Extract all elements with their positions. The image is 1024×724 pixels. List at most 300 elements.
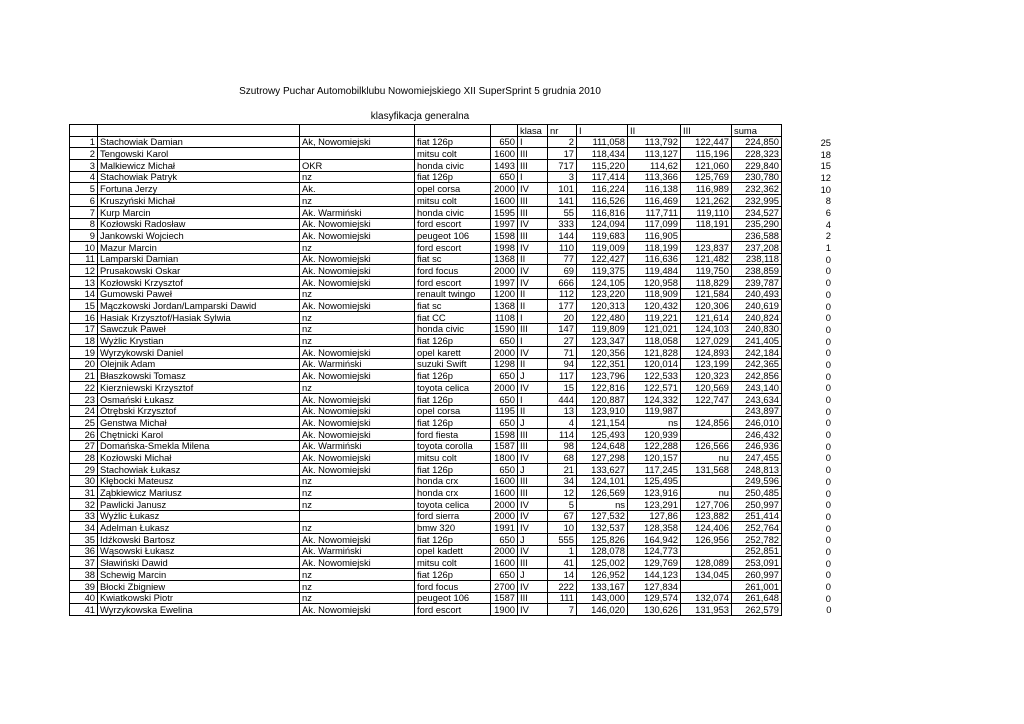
cell-start-number: 444 <box>548 393 577 405</box>
cell-start-number: 21 <box>548 463 577 475</box>
cell-capacity: 2700 <box>491 580 518 592</box>
cell-run-2: 120,014 <box>628 358 681 370</box>
cell-driver: Chętnicki Karol <box>98 428 300 440</box>
cell-car: toyota celica <box>415 382 491 394</box>
cell-car: ford sierra <box>415 510 491 522</box>
cell-run-1: 125,002 <box>577 557 628 569</box>
cell-run-1: 122,816 <box>577 382 628 394</box>
cell-run-1: 132,537 <box>577 522 628 534</box>
cell-car: toyota corolla <box>415 440 491 452</box>
cell-run-2: 119,484 <box>628 265 681 277</box>
cell-start-number: 14 <box>548 569 577 581</box>
cell-run-3: 127,706 <box>681 499 732 511</box>
cell-driver: Ząbkiewicz Mariusz <box>98 487 300 499</box>
cell-run-1: 121,154 <box>577 417 628 429</box>
cell-capacity: 2000 <box>491 265 518 277</box>
cell-run-2: 122,571 <box>628 382 681 394</box>
cell-run-3: 124,103 <box>681 323 732 335</box>
cell-position: 6 <box>70 195 98 207</box>
cell-club <box>300 510 415 522</box>
cell-run-3: 122,747 <box>681 393 732 405</box>
cell-start-number: 717 <box>548 160 577 172</box>
cell-points: 6 <box>825 207 831 218</box>
cell-car: mitsu colt <box>415 557 491 569</box>
cell-start-number: 13 <box>548 405 577 417</box>
cell-run-2: 113,792 <box>628 136 681 148</box>
cell-run-3: 120,306 <box>681 300 732 312</box>
cell-position: 17 <box>70 323 98 335</box>
cell-capacity: 1298 <box>491 358 518 370</box>
cell-driver: Olejnik Adam <box>98 358 300 370</box>
cell-club: Ak. Nowomiejski <box>300 300 415 312</box>
cell-driver: Lamparski Damian <box>98 253 300 265</box>
cell-class: I <box>518 335 548 347</box>
cell-start-number: 112 <box>548 288 577 300</box>
cell-run-1: 143,000 <box>577 592 628 604</box>
cell-run-2: 122,288 <box>628 440 681 452</box>
cell-car: renault twingo <box>415 288 491 300</box>
cell-run-2: 120,958 <box>628 276 681 288</box>
cell-run-3: 118,829 <box>681 276 732 288</box>
cell-club: Ak. Nowomiejski <box>300 417 415 429</box>
cell-capacity: 650 <box>491 463 518 475</box>
cell-run-3: 115,196 <box>681 148 732 160</box>
cell-total: 232,362 <box>732 183 782 195</box>
cell-run-2: 116,905 <box>628 230 681 242</box>
cell-run-2: 116,469 <box>628 195 681 207</box>
cell-points: 0 <box>825 253 831 265</box>
cell-run-2: 117,099 <box>628 218 681 230</box>
cell-car: fiat 126p <box>415 569 491 581</box>
cell-run-3: 119,750 <box>681 265 732 277</box>
table-row <box>70 393 832 405</box>
cell-points: 0 <box>825 358 831 370</box>
cell-capacity: 1200 <box>491 288 518 300</box>
cell-start-number: 666 <box>548 276 577 288</box>
cell-club: Ak. Nowomiejski <box>300 347 415 359</box>
cell-capacity: 1590 <box>491 323 518 335</box>
cell-car: fiat 126p <box>415 534 491 546</box>
cell-class: I <box>518 171 548 183</box>
cell-capacity: 1900 <box>491 604 518 616</box>
cell-points: 0 <box>825 300 831 312</box>
cell-points: 0 <box>825 382 831 394</box>
cell-total: 238,859 <box>732 265 782 277</box>
cell-driver: Stachowiak Damian <box>98 136 300 148</box>
cell-start-number: 69 <box>548 265 577 277</box>
cell-club: nz <box>300 499 415 511</box>
cell-car: opel karett <box>415 347 491 359</box>
results-table <box>69 124 832 616</box>
cell-run-1: 111,058 <box>577 136 628 148</box>
cell-driver: Wąsowski Łukasz <box>98 545 300 557</box>
cell-run-1: ns <box>577 499 628 511</box>
cell-car: suzuki Swift <box>415 358 491 370</box>
cell-driver: Kierzniewski Krzysztof <box>98 382 300 394</box>
table-row <box>70 300 832 312</box>
cell-start-number: 34 <box>548 475 577 487</box>
cell-position: 41 <box>70 604 98 616</box>
cell-class: III <box>518 230 548 242</box>
cell-driver: Błaszkowski Tomasz <box>98 370 300 382</box>
cell-car: honda civic <box>415 160 491 172</box>
cell-position: 31 <box>70 487 98 499</box>
cell-driver: Malkiewicz Michał <box>98 160 300 172</box>
cell-club: Ak. Nowomiejski <box>300 604 415 616</box>
cell-position: 18 <box>70 335 98 347</box>
cell-position: 3 <box>70 160 98 172</box>
cell-run-2: 121,021 <box>628 323 681 335</box>
cell-driver: Mazur Marcin <box>98 241 300 253</box>
cell-capacity: 2000 <box>491 510 518 522</box>
cell-start-number: 15 <box>548 382 577 394</box>
cell-start-number: 333 <box>548 218 577 230</box>
cell-run-3: 116,989 <box>681 183 732 195</box>
cell-capacity: 1997 <box>491 218 518 230</box>
cell-club: Ak. Nowomiejski <box>300 534 415 546</box>
cell-run-2: 127,86 <box>628 510 681 522</box>
cell-class: II <box>518 300 548 312</box>
cell-total: 262,579 <box>732 604 782 616</box>
document-subtitle: klasyfikacja generalna <box>370 111 470 122</box>
cell-points: 0 <box>825 429 831 441</box>
cell-run-1: 126,952 <box>577 569 628 581</box>
cell-run-1: 120,356 <box>577 347 628 359</box>
cell-run-3: 124,406 <box>681 522 732 534</box>
cell-car: honda civic <box>415 206 491 218</box>
cell-driver: Wyżlic Krystian <box>98 335 300 347</box>
cell-car: ford escort <box>415 604 491 616</box>
cell-total: 228,323 <box>732 148 782 160</box>
cell-start-number: 177 <box>548 300 577 312</box>
cell-car: mitsu colt <box>415 195 491 207</box>
cell-driver: Stachowiak Łukasz <box>98 463 300 475</box>
cell-run-3: 120,323 <box>681 370 732 382</box>
cell-points: 0 <box>825 405 831 417</box>
cell-club: Ak, Nowomiejski <box>300 136 415 148</box>
cell-capacity: 1598 <box>491 428 518 440</box>
cell-run-1: 115,220 <box>577 160 628 172</box>
cell-run-1: 124,105 <box>577 276 628 288</box>
cell-run-1: 125,826 <box>577 534 628 546</box>
cell-position: 21 <box>70 370 98 382</box>
cell-points: 0 <box>825 370 831 382</box>
cell-driver: Błocki Zbigniew <box>98 580 300 592</box>
cell-class: J <box>518 463 548 475</box>
cell-points: 12 <box>820 171 831 183</box>
cell-run-3 <box>681 475 732 487</box>
cell-run-3: 123,882 <box>681 510 732 522</box>
cell-capacity: 650 <box>491 136 518 148</box>
document-title: Szutrowy Puchar Automobilklubu Nowomiejskiego XII SuperSprint 5 grudnia 2010 <box>239 86 601 97</box>
cell-class: IV <box>518 452 548 464</box>
cell-total: 251,414 <box>732 510 782 522</box>
cell-points: 0 <box>825 592 831 604</box>
cell-driver: Domańska-Smekla Milena <box>98 440 300 452</box>
cell-run-1: 146,020 <box>577 604 628 616</box>
cell-total: 248,813 <box>732 463 782 475</box>
cell-run-3: 123,199 <box>681 358 732 370</box>
cell-total: 230,780 <box>732 171 782 183</box>
cell-run-2: 123,291 <box>628 499 681 511</box>
cell-run-3: nu <box>681 487 732 499</box>
cell-position: 28 <box>70 452 98 464</box>
table-row <box>70 148 832 160</box>
cell-club: nz <box>300 382 415 394</box>
table-row <box>70 417 832 429</box>
table-row <box>70 499 832 511</box>
cell-capacity: 1991 <box>491 522 518 534</box>
cell-position: 5 <box>70 183 98 195</box>
cell-run-2: 117,245 <box>628 463 681 475</box>
cell-total: 240,619 <box>732 300 782 312</box>
cell-run-2: 124,773 <box>628 545 681 557</box>
table-row <box>70 241 832 253</box>
cell-points: 4 <box>825 218 831 230</box>
cell-club: Ak. <box>300 183 415 195</box>
cell-run-2: 113,127 <box>628 148 681 160</box>
header-cell-points <box>782 125 832 137</box>
cell-start-number: 141 <box>548 195 577 207</box>
cell-points: 0 <box>825 277 831 289</box>
cell-run-2: 116,138 <box>628 183 681 195</box>
cell-club: nz <box>300 522 415 534</box>
cell-total: 261,648 <box>732 592 782 604</box>
cell-class: II <box>518 405 548 417</box>
cell-start-number: 147 <box>548 323 577 335</box>
cell-capacity: 1600 <box>491 487 518 499</box>
cell-points: 0 <box>825 452 831 464</box>
cell-run-2: 113,366 <box>628 171 681 183</box>
cell-total: 240,824 <box>732 312 782 324</box>
cell-club: Ak. Warmiński <box>300 545 415 557</box>
cell-class: IV <box>518 241 548 253</box>
cell-capacity: 650 <box>491 393 518 405</box>
cell-total: 243,634 <box>732 393 782 405</box>
cell-capacity: 1493 <box>491 160 518 172</box>
cell-run-3: 122,447 <box>681 136 732 148</box>
table-row <box>70 475 832 487</box>
cell-club: nz <box>300 475 415 487</box>
table-row <box>70 136 832 148</box>
cell-class: IV <box>518 580 548 592</box>
cell-capacity: 1368 <box>491 253 518 265</box>
table-row <box>70 195 832 207</box>
cell-class: III <box>518 440 548 452</box>
cell-run-1: 124,101 <box>577 475 628 487</box>
header-cell-total: suma <box>732 125 782 137</box>
table-row <box>70 569 832 581</box>
cell-run-3: 121,614 <box>681 312 732 324</box>
cell-car: fiat sc <box>415 300 491 312</box>
cell-run-3: 123,837 <box>681 241 732 253</box>
table-row <box>70 335 832 347</box>
cell-capacity: 650 <box>491 370 518 382</box>
cell-start-number: 94 <box>548 358 577 370</box>
header-cell-run-3: III <box>681 125 732 137</box>
cell-position: 10 <box>70 241 98 253</box>
cell-run-3: 118,191 <box>681 218 732 230</box>
cell-points: 0 <box>825 323 831 335</box>
table-row <box>70 405 832 417</box>
cell-total: 235,290 <box>732 218 782 230</box>
cell-car: fiat 126p <box>415 393 491 405</box>
cell-capacity: 2000 <box>491 382 518 394</box>
cell-car: fiat 126p <box>415 417 491 429</box>
cell-start-number: 114 <box>548 428 577 440</box>
cell-capacity: 650 <box>491 569 518 581</box>
cell-run-1: 116,526 <box>577 195 628 207</box>
cell-run-2: 124,332 <box>628 393 681 405</box>
cell-driver: Kruszyński Michał <box>98 195 300 207</box>
cell-capacity: 1600 <box>491 475 518 487</box>
cell-position: 2 <box>70 148 98 160</box>
cell-run-3: 131,953 <box>681 604 732 616</box>
cell-run-3 <box>681 230 732 242</box>
header-cell-run-1: I <box>577 125 628 137</box>
cell-points: 0 <box>825 569 831 581</box>
cell-driver: Kozłowski Michał <box>98 452 300 464</box>
cell-run-1: 133,167 <box>577 580 628 592</box>
cell-class: IV <box>518 218 548 230</box>
cell-run-1: 120,887 <box>577 393 628 405</box>
cell-run-2: 119,987 <box>628 405 681 417</box>
cell-start-number: 110 <box>548 241 577 253</box>
cell-run-3: 131,568 <box>681 463 732 475</box>
cell-total: 260,997 <box>732 569 782 581</box>
cell-club: Ak. Nowomiejski <box>300 253 415 265</box>
table-row <box>70 452 832 464</box>
table-row <box>70 580 832 592</box>
cell-run-2: 116,636 <box>628 253 681 265</box>
cell-driver: Sawczuk Paweł <box>98 323 300 335</box>
cell-position: 19 <box>70 347 98 359</box>
cell-class: I <box>518 312 548 324</box>
cell-points: 0 <box>825 475 831 487</box>
cell-capacity: 1997 <box>491 276 518 288</box>
cell-points: 2 <box>825 230 831 242</box>
table-row <box>70 510 832 522</box>
cell-class: I <box>518 136 548 148</box>
cell-capacity: 1595 <box>491 206 518 218</box>
cell-position: 34 <box>70 522 98 534</box>
cell-start-number: 7 <box>548 604 577 616</box>
cell-driver: Prusakowski Oskar <box>98 265 300 277</box>
cell-start-number: 117 <box>548 370 577 382</box>
cell-position: 30 <box>70 475 98 487</box>
cell-car: fiat CC <box>415 312 491 324</box>
cell-club: Ak. Warmiński <box>300 358 415 370</box>
table-row <box>70 545 832 557</box>
cell-position: 39 <box>70 580 98 592</box>
table-row <box>70 230 832 242</box>
cell-points: 15 <box>820 160 831 172</box>
cell-total: 240,493 <box>732 288 782 300</box>
cell-class: IV <box>518 510 548 522</box>
cell-total: 261,001 <box>732 580 782 592</box>
cell-class: J <box>518 370 548 382</box>
cell-run-3: 121,584 <box>681 288 732 300</box>
cell-car: fiat 126p <box>415 370 491 382</box>
cell-run-2: 117,711 <box>628 206 681 218</box>
cell-capacity: 1600 <box>491 148 518 160</box>
cell-run-3: 121,482 <box>681 253 732 265</box>
cell-points: 0 <box>825 417 831 429</box>
cell-start-number: 555 <box>548 534 577 546</box>
cell-position: 23 <box>70 393 98 405</box>
header-row <box>70 125 832 137</box>
cell-club: Ak. Nowomiejski <box>300 405 415 417</box>
cell-capacity: 1998 <box>491 241 518 253</box>
cell-capacity: 1587 <box>491 592 518 604</box>
cell-position: 27 <box>70 440 98 452</box>
cell-class: III <box>518 148 548 160</box>
cell-run-1: 127,298 <box>577 452 628 464</box>
cell-position: 4 <box>70 171 98 183</box>
cell-points: 0 <box>825 312 831 324</box>
cell-run-3: 132,074 <box>681 592 732 604</box>
cell-total: 237,208 <box>732 241 782 253</box>
cell-run-1: 128,078 <box>577 545 628 557</box>
cell-class: I <box>518 393 548 405</box>
cell-run-1: 118,434 <box>577 148 628 160</box>
cell-position: 24 <box>70 405 98 417</box>
cell-run-1: 122,427 <box>577 253 628 265</box>
cell-run-1: 116,224 <box>577 183 628 195</box>
header-cell-class: klasa <box>518 125 548 137</box>
cell-run-2: 122,533 <box>628 370 681 382</box>
table-row <box>70 440 832 452</box>
cell-run-3 <box>681 545 732 557</box>
cell-club: Ak. Nowomiejski <box>300 463 415 475</box>
cell-class: IV <box>518 499 548 511</box>
cell-total: 232,995 <box>732 195 782 207</box>
cell-points: 0 <box>825 534 831 546</box>
cell-run-2: 164,942 <box>628 534 681 546</box>
cell-position: 7 <box>70 206 98 218</box>
cell-driver: Pawlicki Janusz <box>98 499 300 511</box>
cell-start-number: 68 <box>548 452 577 464</box>
cell-car: fiat 126p <box>415 463 491 475</box>
cell-driver: Kurp Marcin <box>98 206 300 218</box>
cell-driver: Fortuna Jerzy <box>98 183 300 195</box>
table-row <box>70 288 832 300</box>
cell-total: 252,782 <box>732 534 782 546</box>
cell-total: 242,856 <box>732 370 782 382</box>
cell-run-1: 120,313 <box>577 300 628 312</box>
header-cell-club <box>300 125 415 137</box>
cell-total: 243,140 <box>732 382 782 394</box>
cell-driver: Sławiński Dawid <box>98 557 300 569</box>
cell-run-2: 120,432 <box>628 300 681 312</box>
cell-run-3 <box>681 428 732 440</box>
cell-points: 0 <box>825 510 831 522</box>
cell-class: IV <box>518 183 548 195</box>
cell-car: mitsu colt <box>415 452 491 464</box>
cell-club <box>300 148 415 160</box>
cell-capacity: 1600 <box>491 557 518 569</box>
cell-total: 238,118 <box>732 253 782 265</box>
cell-car: opel corsa <box>415 183 491 195</box>
cell-club: nz <box>300 195 415 207</box>
table-row <box>70 358 832 370</box>
cell-position: 38 <box>70 569 98 581</box>
cell-driver: Schewig Marcin <box>98 569 300 581</box>
cell-run-2: 120,157 <box>628 452 681 464</box>
cell-start-number: 71 <box>548 347 577 359</box>
cell-club: Ak. Nowomiejski <box>300 370 415 382</box>
cell-total: 247,455 <box>732 452 782 464</box>
